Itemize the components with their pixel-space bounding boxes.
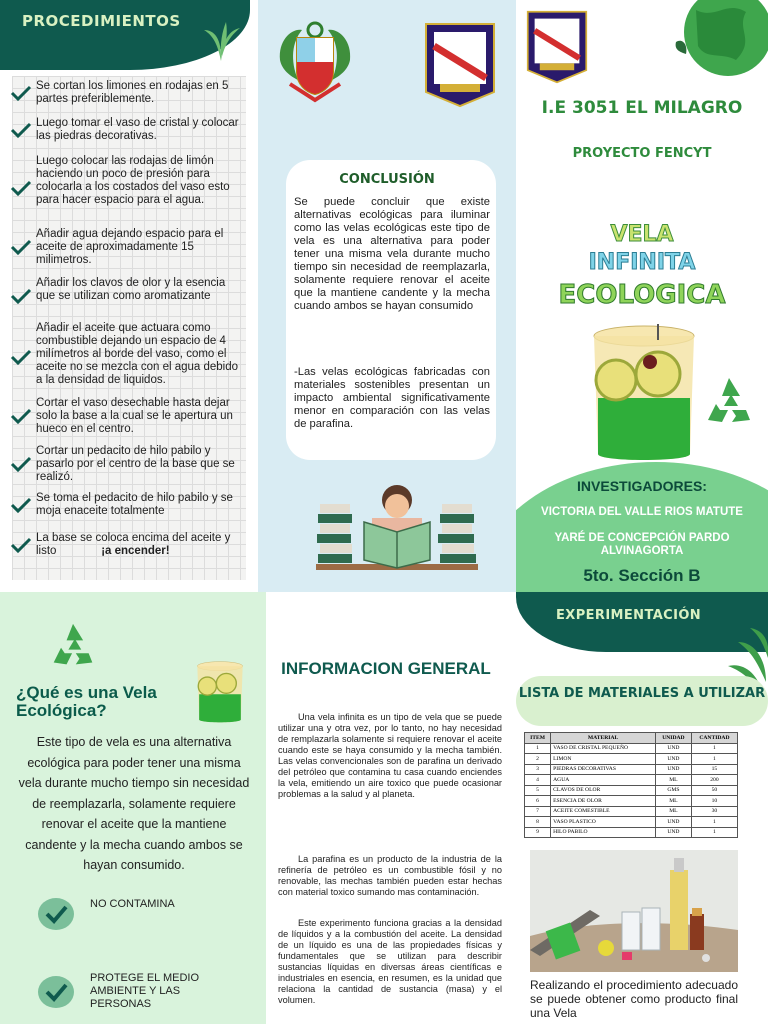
check-icon bbox=[10, 407, 32, 425]
step-2: Luego tomar el vaso de cristal y colocar las piedras decorativas. bbox=[22, 117, 244, 143]
table-row bbox=[525, 764, 738, 775]
conclusion-title: CONCLUSIÓN bbox=[339, 172, 435, 187]
table-header: CANTIDAD bbox=[691, 733, 737, 744]
table-header: UNIDAD bbox=[655, 733, 691, 744]
investigator-2: YARÉ DE CONCEPCIÓN PARDO ALVINAGORTA bbox=[554, 532, 730, 557]
benefit-2: PROTEGE EL MEDIO AMBIENTE Y LAS PERSONAS bbox=[90, 972, 200, 1010]
table-cell: 10 bbox=[691, 796, 737, 807]
step-8: Cortar un pedacito de hilo pabilo y pasarlo por el centro de la base que se realizó. bbox=[22, 445, 244, 484]
benefit-badge bbox=[38, 898, 74, 930]
investigators-title: INVESTIGADORES: bbox=[577, 478, 707, 494]
peru-coat-of-arms-icon bbox=[272, 20, 358, 104]
table-cell: 1 bbox=[691, 743, 737, 754]
table-cell: 1 bbox=[691, 817, 737, 828]
school-emblem-icon bbox=[526, 10, 588, 84]
table-row bbox=[525, 806, 738, 817]
check-icon bbox=[10, 536, 32, 554]
project-name: PROYECTO FENCYT bbox=[572, 146, 712, 161]
check-icon bbox=[10, 179, 32, 197]
table-cell: UND bbox=[655, 817, 691, 828]
table-cell: UND bbox=[655, 754, 691, 765]
table-header: MATERIAL bbox=[551, 733, 656, 744]
table-cell: CLAVOS DE OLOR bbox=[551, 785, 656, 796]
table-cell: ML bbox=[655, 796, 691, 807]
step-9: Se toma el pedacito de hilo pabilo y se moja enaceite totalmente bbox=[22, 492, 244, 518]
table-header: ITEM bbox=[525, 733, 551, 744]
step-3: Luego colocar las rodajas de limón haciendo un poco de presión para colocarla a los costados del vaso esto para hacer espacio para el agua. bbox=[22, 155, 244, 207]
check-icon bbox=[10, 84, 32, 102]
check-icon bbox=[10, 496, 32, 514]
question-description: Este tipo de vela es una alternativa ecológica para poder tener una misma vela durante mucho tiempo sin necesidad de reemplazarla, solamente requiere renovar el aceite que la mantiene candente y la mecha cuando ambos se hayan consumido. bbox=[18, 735, 250, 872]
step-7: Cortar el vaso desechable hasta dejar solo la base a la cual se le apertura un hueco en el centro. bbox=[22, 397, 244, 436]
check-icon bbox=[38, 976, 74, 1008]
leaf-icon bbox=[196, 16, 246, 66]
table-cell: UND bbox=[655, 764, 691, 775]
table-cell: 3 bbox=[525, 764, 551, 775]
step-6: Añadir el aceite que actuara como combustible dejando un espacio de 4 milímetros al borde del vaso, como el aceite no se mezcla con el agua debido a la densidad de liquidos. bbox=[22, 322, 244, 387]
table-cell: UND bbox=[655, 743, 691, 754]
check-icon bbox=[10, 287, 32, 305]
table-cell: 200 bbox=[691, 775, 737, 786]
table-cell: 1 bbox=[691, 754, 737, 765]
table-cell: 9 bbox=[525, 827, 551, 838]
title-line-2: INFINITA bbox=[588, 250, 696, 275]
school-emblem-icon bbox=[424, 22, 496, 108]
panel-conclusion bbox=[258, 0, 516, 592]
table-cell: 1 bbox=[691, 827, 737, 838]
panel-informacion-general bbox=[266, 592, 516, 1024]
table-cell: ESENCIA DE OLOR bbox=[551, 796, 656, 807]
step-10 bbox=[22, 532, 244, 558]
materials-title: LISTA DE MATERIALES A UTILIZAR bbox=[518, 686, 766, 701]
table-row bbox=[525, 785, 738, 796]
table-cell: 8 bbox=[525, 817, 551, 828]
globe-icon bbox=[666, 0, 768, 90]
check-icon bbox=[10, 348, 32, 366]
benefit-badge bbox=[38, 976, 74, 1008]
info-title: INFORMACION GENERAL bbox=[281, 659, 491, 678]
recycle-icon bbox=[702, 376, 756, 426]
closing-text: Realizando el procedimiento adecuado se puede obtener como producto final una Vela bbox=[530, 978, 738, 1020]
conclusion-paragraph-1: Se puede concluir que existe alternativas ecológicas para iluminar como las velas ecológicas este tipo de vela es una alternativa para poder tener una misma vela durante mucho tiempo sin necesidad de reemplazarla, solamente requiere renovar el aceite que la mantiene candente y la mecha cuando ambos se hayan consumido bbox=[294, 196, 490, 312]
table-row bbox=[525, 743, 738, 754]
table-cell: 7 bbox=[525, 806, 551, 817]
question-title: ¿Qué es una Vela Ecológica? bbox=[16, 683, 157, 720]
table-row bbox=[525, 754, 738, 765]
check-icon bbox=[38, 898, 74, 930]
table-cell: ACEITE COMESTIBLE bbox=[551, 806, 656, 817]
reading-kid-illustration bbox=[312, 482, 482, 572]
step-10-text: La base se coloca encima del aceite y listo bbox=[36, 532, 231, 557]
table-header-row bbox=[525, 733, 738, 744]
check-icon bbox=[10, 121, 32, 139]
recycle-icon bbox=[48, 622, 98, 668]
info-paragraph-3: Este experimento funciona gracias a la densidad de líquidos y a la combustión del aceite. La densidad de un líquido es una de las propiedades físicas y fundamentales que se utilizan para describir sustancias líquidas en diversas áreas científicas e industriales en esencia, en resumen, es la unidad que relaciona la cantidad de sustancia (masa) y el volumen. bbox=[278, 918, 502, 1005]
school-name: I.E 3051 EL MILAGRO bbox=[541, 98, 743, 118]
materials-table bbox=[524, 732, 738, 838]
candle-jar-image bbox=[192, 658, 248, 726]
table-row bbox=[525, 817, 738, 828]
info-paragraph-2: La parafina es un producto de la industria de la refinería de petróleo es un combustible fósil y no renovable, las mechas también pueden estar hechas con material toxico sumando mas contaminación. bbox=[278, 854, 502, 897]
check-icon bbox=[10, 238, 32, 256]
table-cell: LIMON bbox=[551, 754, 656, 765]
table-cell: HILO PABILO bbox=[551, 827, 656, 838]
check-icon bbox=[10, 455, 32, 473]
table-cell: 15 bbox=[691, 764, 737, 775]
table-cell: VASO DE CRISTAL PEQUEÑO bbox=[551, 743, 656, 754]
investigator-1: VICTORIA DEL VALLE RIOS MATUTE bbox=[541, 506, 743, 518]
experimentacion-title: EXPERIMENTACIÓN bbox=[556, 608, 702, 623]
class-section: 5to. Sección B bbox=[583, 566, 701, 585]
table-cell: 6 bbox=[525, 796, 551, 807]
materials-photo bbox=[530, 850, 738, 972]
table-cell: VASO PLASTICO bbox=[551, 817, 656, 828]
candle-jar-image bbox=[588, 318, 700, 468]
table-cell: UND bbox=[655, 827, 691, 838]
benefit-1: NO CONTAMINA bbox=[90, 898, 175, 910]
table-cell: 50 bbox=[691, 785, 737, 796]
step-10-emphasis: ¡a encender! bbox=[101, 545, 170, 557]
panel-experimentacion bbox=[516, 592, 768, 1024]
panel-que-es bbox=[0, 592, 266, 1024]
table-cell: ML bbox=[655, 775, 691, 786]
table-cell: 1 bbox=[525, 743, 551, 754]
table-cell: 4 bbox=[525, 775, 551, 786]
step-1: Se cortan los limones en rodajas en 5 partes preferiblemente. bbox=[22, 80, 244, 106]
table-row bbox=[525, 796, 738, 807]
table-cell: 2 bbox=[525, 754, 551, 765]
info-paragraph-1: Una vela infinita es un tipo de vela que se puede utilizar una y otra vez, por lo tanto, no hay necesidad de remplazarla solamente si requiere renovar el aceite cuando este se haya consumido y la mecha también. Las velas convencionales son de parafina un derivado del petróleo que contamina tu casa cuando enciendes la vela, emitiendo un aire toxico que puede ocasionar problemas a la salud y al planeta. bbox=[278, 712, 502, 799]
table-row bbox=[525, 775, 738, 786]
table-cell: 5 bbox=[525, 785, 551, 796]
table-cell: PIEDRAS DECORATIVAS bbox=[551, 764, 656, 775]
panel-procedimientos bbox=[0, 0, 258, 592]
table-cell: 30 bbox=[691, 806, 737, 817]
conclusion-paragraph-2: -Las velas ecológicas fabricadas con materiales sostenibles presentan un impacto ambiental significativamente menor en comparación con las velas de parafina. bbox=[294, 366, 490, 430]
step-4: Añadir agua dejando espacio para el aceite de aproximadamente 15 milimetros. bbox=[22, 228, 244, 267]
panel-cover bbox=[516, 0, 768, 592]
title-line-1: VELA bbox=[610, 222, 674, 247]
title-line-3: ECOLOGICA bbox=[558, 280, 726, 310]
table-row bbox=[525, 827, 738, 838]
procedimientos-title: PROCEDIMIENTOS bbox=[22, 12, 181, 30]
step-5: Añadir los clavos de olor y la esencia que se utilizan como aromatizante bbox=[22, 277, 244, 303]
table-cell: AGUA bbox=[551, 775, 656, 786]
table-cell: GMS bbox=[655, 785, 691, 796]
table-cell: ML bbox=[655, 806, 691, 817]
